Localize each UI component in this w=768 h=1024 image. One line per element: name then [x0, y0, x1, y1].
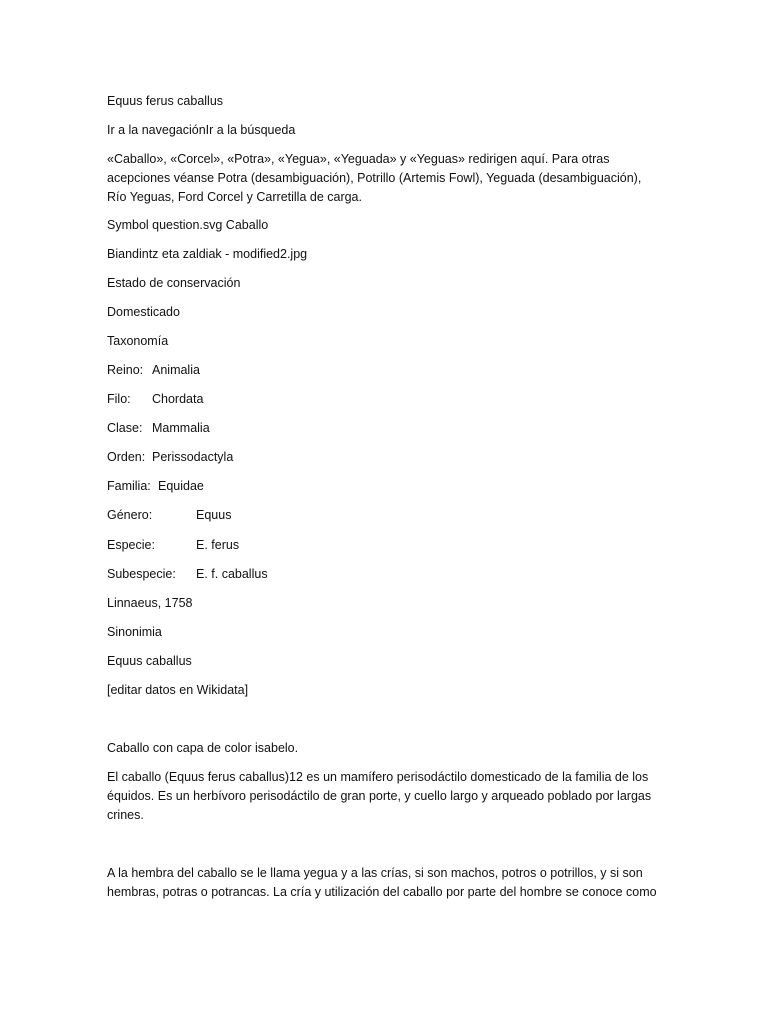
taxonomy-label: Filo:	[107, 392, 131, 406]
image-name: Biandintz eta zaldiak - modified2.jpg	[107, 247, 308, 261]
taxonomy-value: Perissodactyla	[152, 450, 234, 464]
redirect-note	[107, 150, 667, 207]
paragraph-line: El caballo (Equus ferus caballus)12 es un mamífero perisodáctilo domesticado de la familia de los	[107, 770, 649, 784]
synonymy-heading: Sinonimia	[107, 625, 162, 639]
taxonomy-label: Subespecie:	[107, 567, 176, 581]
taxonomy-value: Mammalia	[152, 421, 210, 435]
taxonomy-value: Equidae	[158, 479, 204, 493]
taxonomy-value: E. f. caballus	[196, 567, 268, 581]
taxonomic-authority: Linnaeus, 1758	[107, 596, 193, 610]
synonym: Equus caballus	[107, 654, 192, 668]
wikidata-link[interactable]: [editar datos en Wikidata]	[107, 683, 249, 697]
symbol-line: Symbol question.svg Caballo	[107, 218, 269, 232]
taxonomy-label: Género:	[107, 508, 153, 522]
paragraph-line: crines.	[107, 808, 144, 822]
redirect-note-line: Río Yeguas, Ford Corcel y Carretilla de carga.	[107, 190, 362, 204]
redirect-note-line: acepciones véanse Potra (desambiguación), Potrillo (Artemis Fowl), Yeguada (desambiguación),	[107, 171, 642, 185]
taxonomy-label: Reino:	[107, 363, 144, 377]
image-caption: Caballo con capa de color isabelo.	[107, 741, 299, 755]
second-paragraph	[107, 864, 667, 902]
intro-paragraph	[107, 768, 667, 825]
taxonomy-label: Clase:	[107, 421, 143, 435]
paragraph-line: A la hembra del caballo se le llama yegua y a las crías, si son machos, potros o potrillos, y si son	[107, 866, 643, 880]
taxonomy-heading: Taxonomía	[107, 334, 169, 348]
conservation-status: Domesticado	[107, 305, 180, 319]
nav-links[interactable]: Ir a la navegaciónIr a la búsqueda	[107, 123, 296, 137]
taxonomy-label: Familia:	[107, 479, 151, 493]
taxonomy-value: Equus	[196, 508, 232, 522]
taxonomy-value: E. ferus	[196, 538, 240, 552]
paragraph-line: hembras, potras o potrancas. La cría y utilización del caballo por parte del hombre se conoce como	[107, 885, 657, 899]
conservation-heading: Estado de conservación	[107, 276, 241, 290]
taxonomy-value: Chordata	[152, 392, 204, 406]
page-title: Equus ferus caballus	[107, 94, 224, 108]
taxonomy-label: Orden:	[107, 450, 146, 464]
taxonomy-label: Especie:	[107, 538, 155, 552]
redirect-note-line: «Caballo», «Corcel», «Potra», «Yegua», «Yeguada» y «Yeguas» redirigen aquí. Para otras	[107, 152, 610, 166]
paragraph-line: équidos. Es un herbívoro perisodáctilo de gran porte, y cuello largo y arqueado poblado por largas	[107, 789, 652, 803]
taxonomy-value: Animalia	[152, 363, 200, 377]
